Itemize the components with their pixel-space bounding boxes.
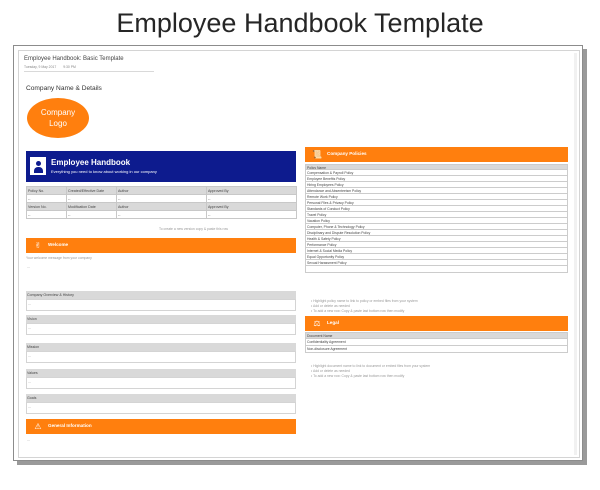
document-icon: 📜 [312,150,322,159]
list-item[interactable]: Equal Opportunity Policy [305,254,568,260]
section-label-mission: Mission [26,343,296,351]
list-item[interactable]: Standards of Conduct Policy [305,206,568,212]
welcome-text[interactable]: Your welcome message from your company [26,256,92,260]
table-cell[interactable]: -- [117,211,207,219]
id-card-icon [30,157,46,175]
logo-line-2: Logo [49,119,67,128]
document-frame [13,45,583,461]
document-title[interactable]: Employee Handbook: Basic Template [24,56,124,62]
legal-label: Legal [327,320,339,325]
legal-bar [305,316,568,331]
table-cell[interactable]: Author [117,187,207,195]
table-cell[interactable]: Policy No. [27,187,67,195]
general-info-label: General Information [48,423,92,428]
list-item[interactable]: Hiring Employees Policy [305,182,568,188]
table-cell[interactable]: -- [117,195,207,203]
welcome-label: Welcome [48,242,69,247]
section-field-overview[interactable]: ... [26,299,296,311]
list-item[interactable]: Compensation & Payroll Policy [305,170,568,176]
welcome-bar [26,238,296,253]
company-policies-bar [305,147,568,162]
policy-list [305,164,568,273]
document-date: Tuesday, 9 May 2017 [24,65,57,69]
list-item[interactable]: Vacation Policy [305,218,568,224]
handbook-subtitle[interactable]: Everything you need to know about working in our company [51,169,157,174]
list-item[interactable]: Sexual Harassment Policy [305,260,568,266]
version-table [26,186,297,219]
legal-list [305,332,568,353]
list-item[interactable]: Travel Policy [305,212,568,218]
table-cell[interactable]: Modification Date [67,203,117,211]
document-meta [24,65,154,69]
logo-line-1: Company [40,107,76,117]
table-cell[interactable]: Version No. [27,203,67,211]
table-cell[interactable]: Author [117,203,207,211]
section-label-values: Values [26,369,296,377]
table-row [27,187,297,195]
handshake-icon: ✌ [34,241,42,250]
policy-note: • Add or delete as needed [311,304,418,309]
version-note: To create a new version copy & paste this row [159,227,228,231]
table-cell[interactable]: -- [27,195,67,203]
list-item[interactable]: Health & Safety Policy [305,236,568,242]
company-logo-placeholder[interactable] [27,98,89,138]
list-item[interactable]: Computer, Phone & Technology Policy [305,224,568,230]
general-info-bar [26,419,296,434]
table-cell[interactable]: -- [207,195,297,203]
document-time: 9:30 PM [63,65,76,69]
company-name-label[interactable]: Company Name & Details [26,85,102,92]
list-item-empty[interactable] [305,266,568,273]
section-field-goals[interactable]: ... [26,402,296,414]
list-item[interactable]: Remote Work Policy [305,194,568,200]
general-info-field[interactable]: ... [27,438,30,442]
section-field-values[interactable]: ... [26,377,296,389]
legal-list-header: Document Name [305,332,568,339]
list-item[interactable]: Performance Policy [305,242,568,248]
section-label-vision: Vision [26,315,296,323]
table-cell[interactable]: -- [67,211,117,219]
list-item[interactable]: Attendance and Absenteeism Policy [305,188,568,194]
vertical-scrollbar[interactable] [574,53,577,455]
table-cell[interactable]: -- [67,195,117,203]
table-cell[interactable]: Approved By [207,187,297,195]
section-label-overview: Company Overview & History [26,291,296,299]
legal-note: • To add a new row: Copy & paste last bottom row then modify [311,374,430,379]
table-row [27,203,297,211]
section-field-vision[interactable]: ... [26,323,296,335]
table-row [27,195,297,203]
section-label-goals: Goals [26,394,296,402]
list-item[interactable]: Non-disclosure Agreement [305,346,568,353]
table-cell[interactable]: Approved By [207,203,297,211]
list-item[interactable]: Confidentiality Agreement [305,339,568,346]
table-cell[interactable]: -- [27,211,67,219]
list-item[interactable]: Employee Benefits Policy [305,176,568,182]
table-cell[interactable]: -- [207,211,297,219]
policy-notes [311,299,418,314]
policy-note: • Highlight policy name to link to policy or embed files from your system [311,299,418,304]
warning-icon: ⚠ [34,422,42,431]
handbook-banner [26,151,296,182]
policy-list-header: Policy Name [305,164,568,170]
legal-note: • Highlight document name to link to document or embed files from your system [311,364,430,369]
table-cell[interactable]: Created/Effective Date [67,187,117,195]
page-title: Employee Handbook Template [116,8,484,38]
list-item[interactable]: Personal Files & Privacy Policy [305,200,568,206]
policy-note: • To add a new row: Copy & paste last bottom row then modify [311,309,418,314]
legal-notes [311,364,430,379]
list-item[interactable]: Disciplinary and Dispute Resolution Policy [305,230,568,236]
welcome-field[interactable]: ... [27,265,30,269]
handbook-title[interactable]: Employee Handbook [51,158,131,167]
table-row [27,211,297,219]
legal-note: • Add or delete as needed [311,369,430,374]
section-field-mission[interactable]: ... [26,351,296,363]
document-page[interactable] [18,50,580,458]
document-header [24,56,154,72]
scales-icon: ⚖ [313,319,321,328]
list-item[interactable]: Internet & Social Media Policy [305,248,568,254]
company-policies-label: Company Policies [327,151,367,156]
